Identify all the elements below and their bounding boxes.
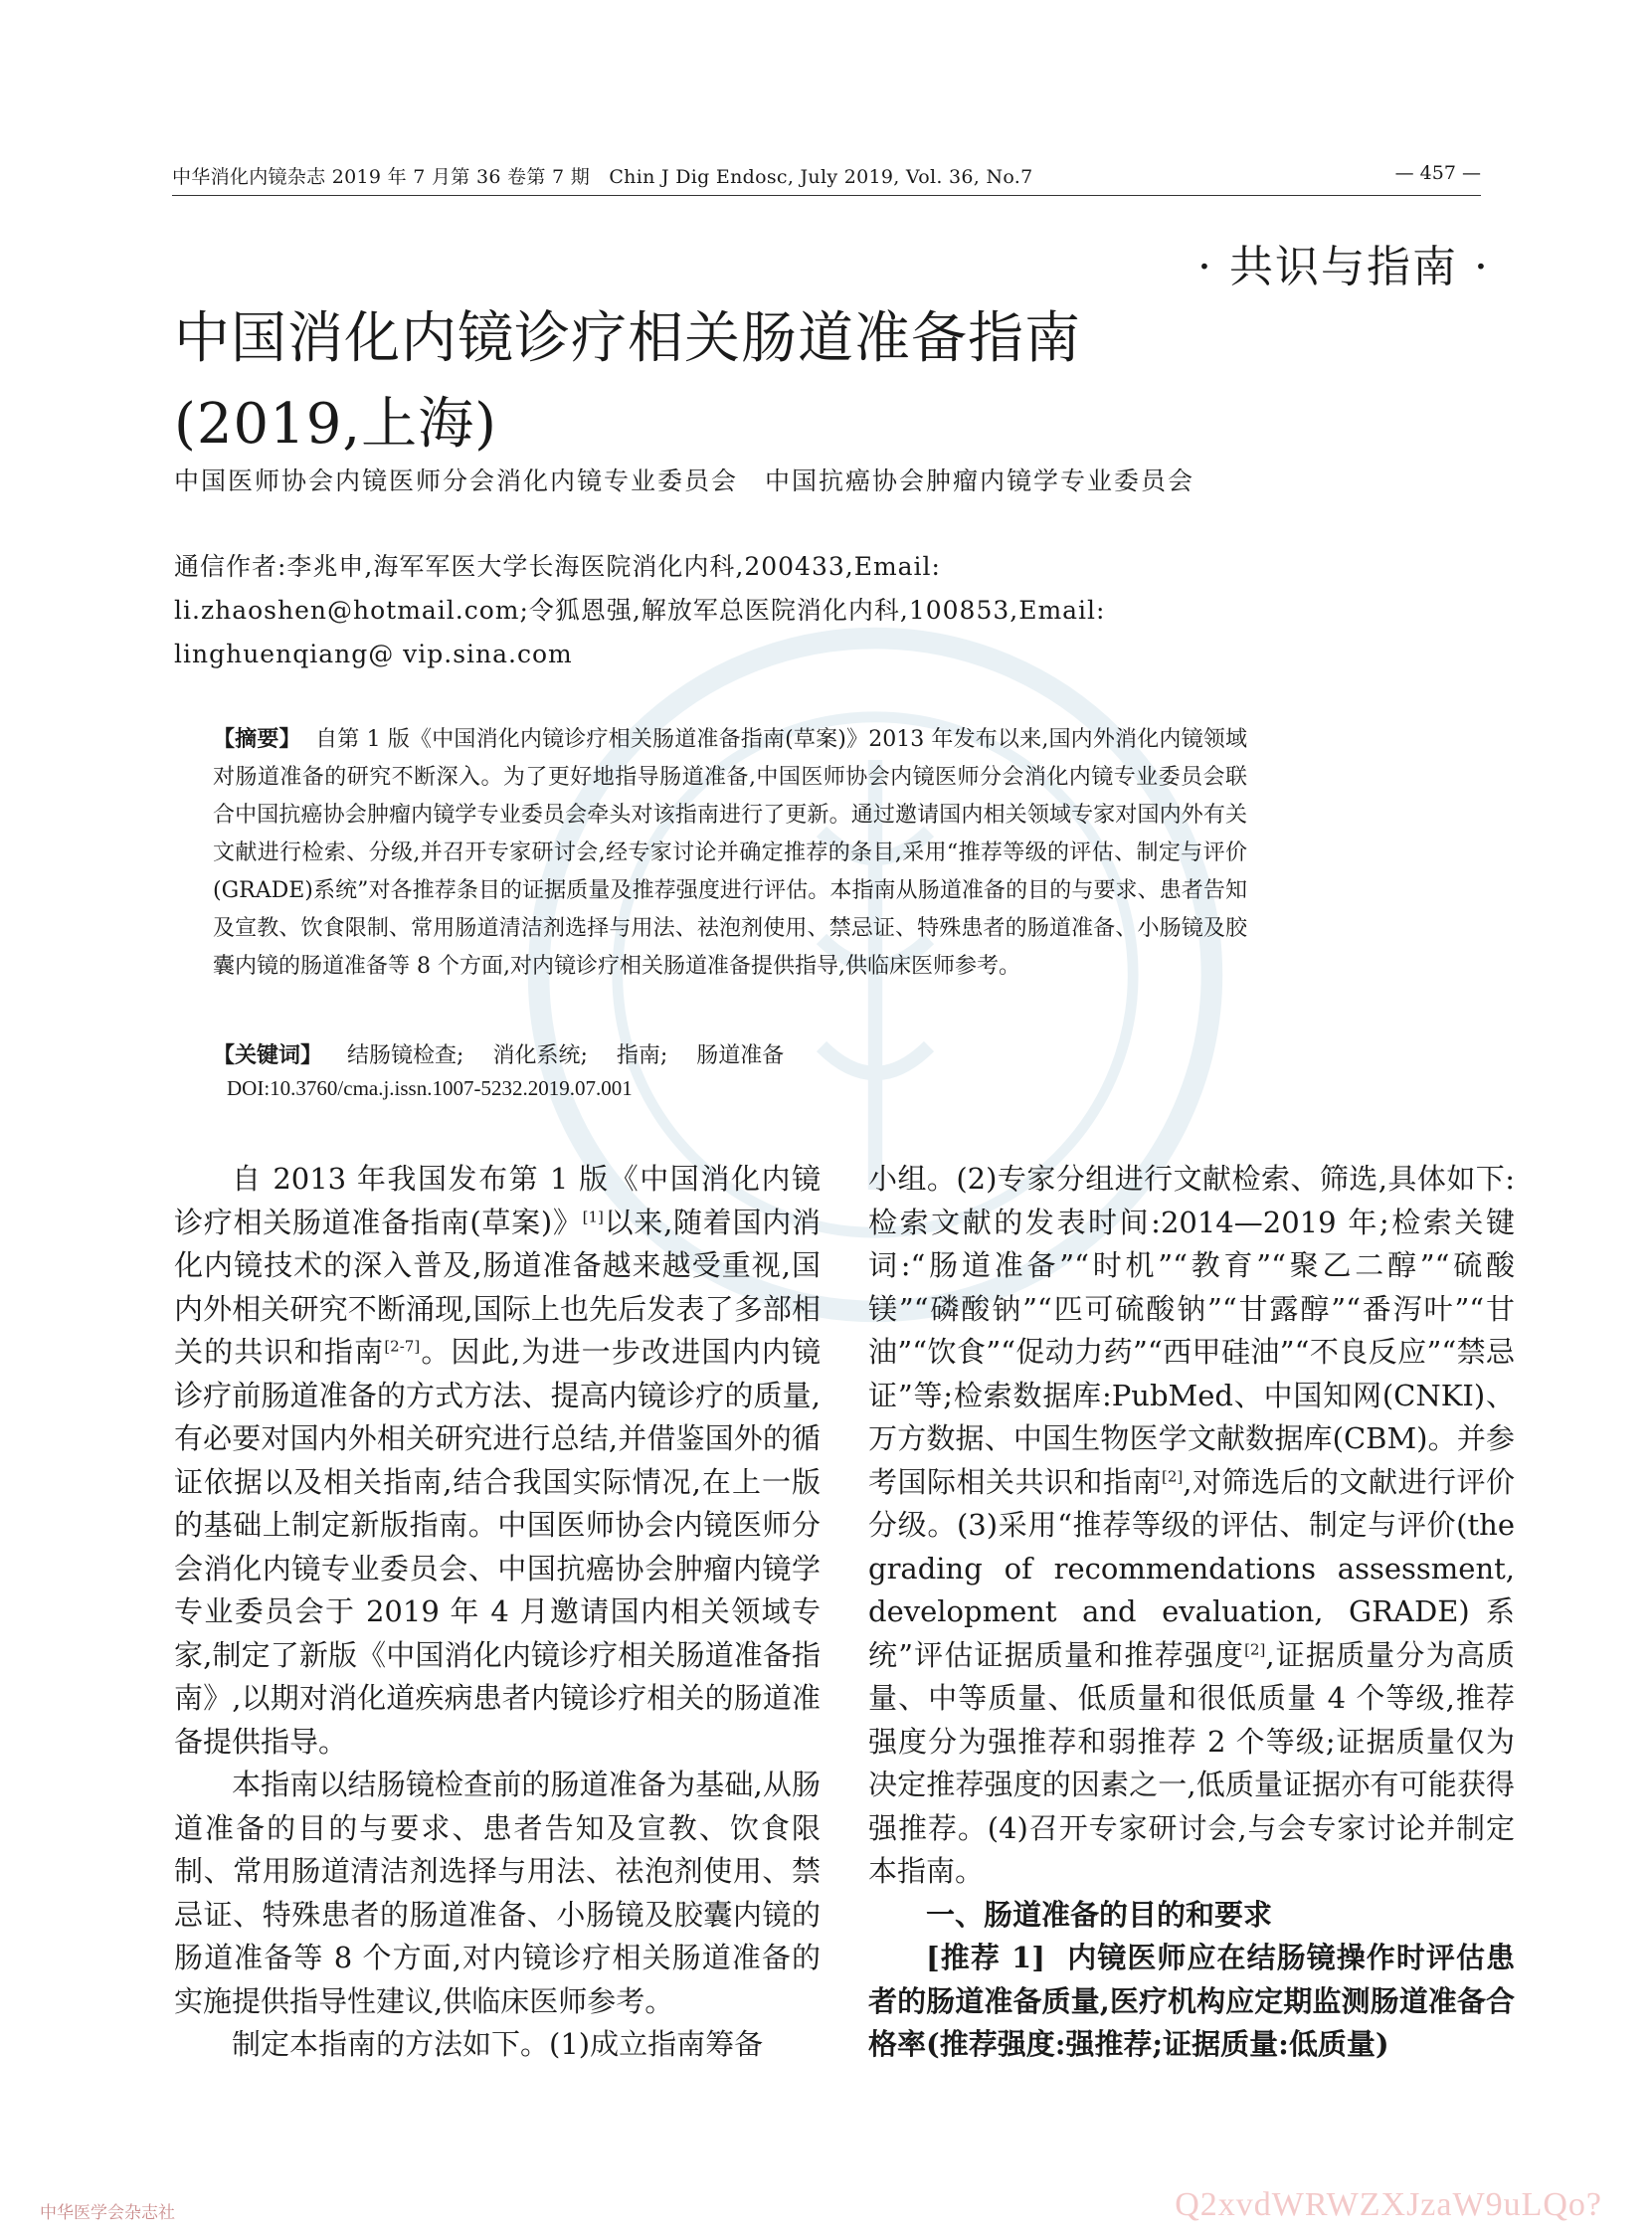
citation-ref: [2] xyxy=(1244,1639,1266,1658)
footer-watermark-code: Q2xvdWRWZXJzaW9uLQo? xyxy=(1175,2186,1602,2223)
abstract-label: 【摘要】 xyxy=(213,726,301,752)
keywords-label: 【关键词】 xyxy=(213,1042,323,1068)
keyword-item: 肠道准备 xyxy=(696,1043,785,1068)
paragraph xyxy=(868,1158,1515,1894)
keyword-item: 指南; xyxy=(616,1043,668,1068)
authors: 中国医师协会内镜医师分会消化内镜专业委员会 中国抗癌协会肿瘤内镜学专业委员会 xyxy=(174,467,1195,495)
text-run: 小组。(2)专家分组进行文献检索、筛选,具体如下:检索文献的发表时间:2014—2019 年;检索关键词:“肠道准备”“时机”“教育”“聚乙二醇”“硫酸镁”“磷酸钠”“匹可硫酸钠”“甘露醇”“番泻叶”“甘油”“饮食”“促动力药”“西甲硅油”“不良反应”“禁忌证”等;检索数据库:PubMed、中国知网(CNKI)、万方数据、中国生物医学文献数据库(CBM)。并参考国际相关共识和指南 xyxy=(868,1162,1515,1499)
citation-ref: [1] xyxy=(582,1207,604,1225)
text-run: 以来,随着国内消化内镜技术的深入普及,肠道准备越来越受重视,国内外相关研究不断涌现,国际上也先后发表了多部相关的共识和指南 xyxy=(174,1205,821,1369)
section-tag: · 共识与指南 · xyxy=(1197,242,1490,292)
correspondence: 通信作者:李兆申,海军军医大学长海医院消化内科,200433,Email: li.zhaoshen@hotmail.com;令狐恩强,解放军总医院消化内科,100853,Email: linghuenqiang@ vip.sina.com xyxy=(174,552,1106,668)
paragraph: 制定本指南的方法如下。(1)成立指南筹备 xyxy=(232,2027,764,2061)
abstract xyxy=(213,720,1247,986)
title-line-1: 中国消化内镜诊疗相关肠道准备指南 xyxy=(174,306,1081,371)
paragraph xyxy=(174,1158,821,1764)
section-heading: 一、肠道准备的目的和要求 xyxy=(926,1897,1273,1932)
paragraph: 本指南以结肠镜检查前的肠道准备为基础,从肠道准备的目的与要求、患者告知及宣教、饮食限制、常用肠道清洁剂选择与用法、祛泡剂使用、禁忌证、特殊患者的肠道准备、小肠镜及胶囊内镜的肠道准备等 8 个方面,对内镜诊疗相关肠道准备的实施提供指导性建议,供临床医师参考。 xyxy=(174,1768,821,2018)
journal-header: 中华消化内镜杂志 2019 年 7 月第 36 卷第 7 期 Chin J Dig Endosc, July 2019, Vol. 36, No.7 xyxy=(172,166,1033,188)
body-column-right xyxy=(868,1158,1515,2067)
text-run: 自 2013 年我国发布第 1 版《中国消化内镜诊疗相关肠道准备指南(草案)》 xyxy=(174,1162,821,1239)
doi: DOI:10.3760/cma.j.issn.1007-5232.2019.07.001 xyxy=(227,1076,633,1100)
recommendation-label: [推荐 1] xyxy=(926,1941,1045,1974)
abstract-text: 自第 1 版《中国消化内镜诊疗相关肠道准备指南(草案)》2013 年发布以来,国内外消化内镜领域对肠道准备的研究不断深入。为了更好地指导肠道准备,中国医师协会内镜医师分会消化内镜专业委员会联合中国抗癌协会肿瘤内镜学专业委员会牵头对该指南进行了更新。通过邀请国内相关领域专家对国内外有关文献进行检索、分级,并召开专家研讨会,经专家讨论并确定推荐的条目,采用“推荐等级的评估、制定与评价(GRADE)系统”对各推荐条目的证据质量及推荐强度进行评估。本指南从肠道准备的目的与要求、患者告知及宣教、饮食限制、常用肠道清洁剂选择与用法、祛泡剂使用、禁忌证、特殊患者的肠道准备、小肠镜及胶囊内镜的肠道准备等 8 个方面,对内镜诊疗相关肠道准备提供指导,供临床医师参考。 xyxy=(213,727,1247,979)
article-title xyxy=(174,296,1081,467)
recommendation xyxy=(868,1937,1515,2067)
title-line-2: (2019,上海) xyxy=(174,392,498,457)
citation-ref: [2] xyxy=(1162,1466,1184,1485)
text-run: ,证据质量分为高质量、中等质量、低质量和很低质量 4 个等级,推荐强度分为强推荐和弱推荐 2 个等级;证据质量仅为决定推荐强度的因素之一,低质量证据亦有可能获得强推荐。(4)召开专家研讨会,与会专家讨论并制定本指南。 xyxy=(868,1637,1516,1888)
page-number: — 457 — xyxy=(1394,162,1481,184)
keyword-item: 消化系统; xyxy=(492,1043,588,1068)
body-column-left xyxy=(174,1158,821,2067)
citation-ref: [2-7] xyxy=(384,1337,421,1356)
keyword-item: 结肠镜检查; xyxy=(347,1043,464,1068)
text-run: ,对筛选后的文献进行评价分级。(3)采用“推荐等级的评估、制定与评价(the grading of recommendations assessment, development and evaluation, GRADE)系统”评估证据质量和推荐强度 xyxy=(868,1464,1515,1672)
keywords xyxy=(213,1036,806,1075)
publisher-logo: 中华医学会杂志社 xyxy=(40,2203,175,2223)
text-run: 。因此,为进一步改进国内内镜诊疗前肠道准备的方式方法、提高内镜诊疗的质量,有必要对国内外相关研究进行总结,并借鉴国外的循证依据以及相关指南,结合我国实际情况,在上一版的基础上制定新版指南。中国医师协会内镜医师分会消化内镜专业委员会、中国抗癌协会肿瘤内镜学专业委员会于 2019 年 4 月邀请国内相关领域专家,制定了新版《中国消化内镜诊疗相关肠道准备指南》,以期对消化道疾病患者内镜诊疗相关的肠道准备提供指导。 xyxy=(174,1335,821,1759)
recommendation-text: 内镜医师应在结肠镜操作时评估患者的肠道准备质量,医疗机构应定期监测肠道准备合格率(推荐强度:强推荐;证据质量:低质量) xyxy=(868,1941,1515,2061)
header-rule xyxy=(172,195,1481,196)
